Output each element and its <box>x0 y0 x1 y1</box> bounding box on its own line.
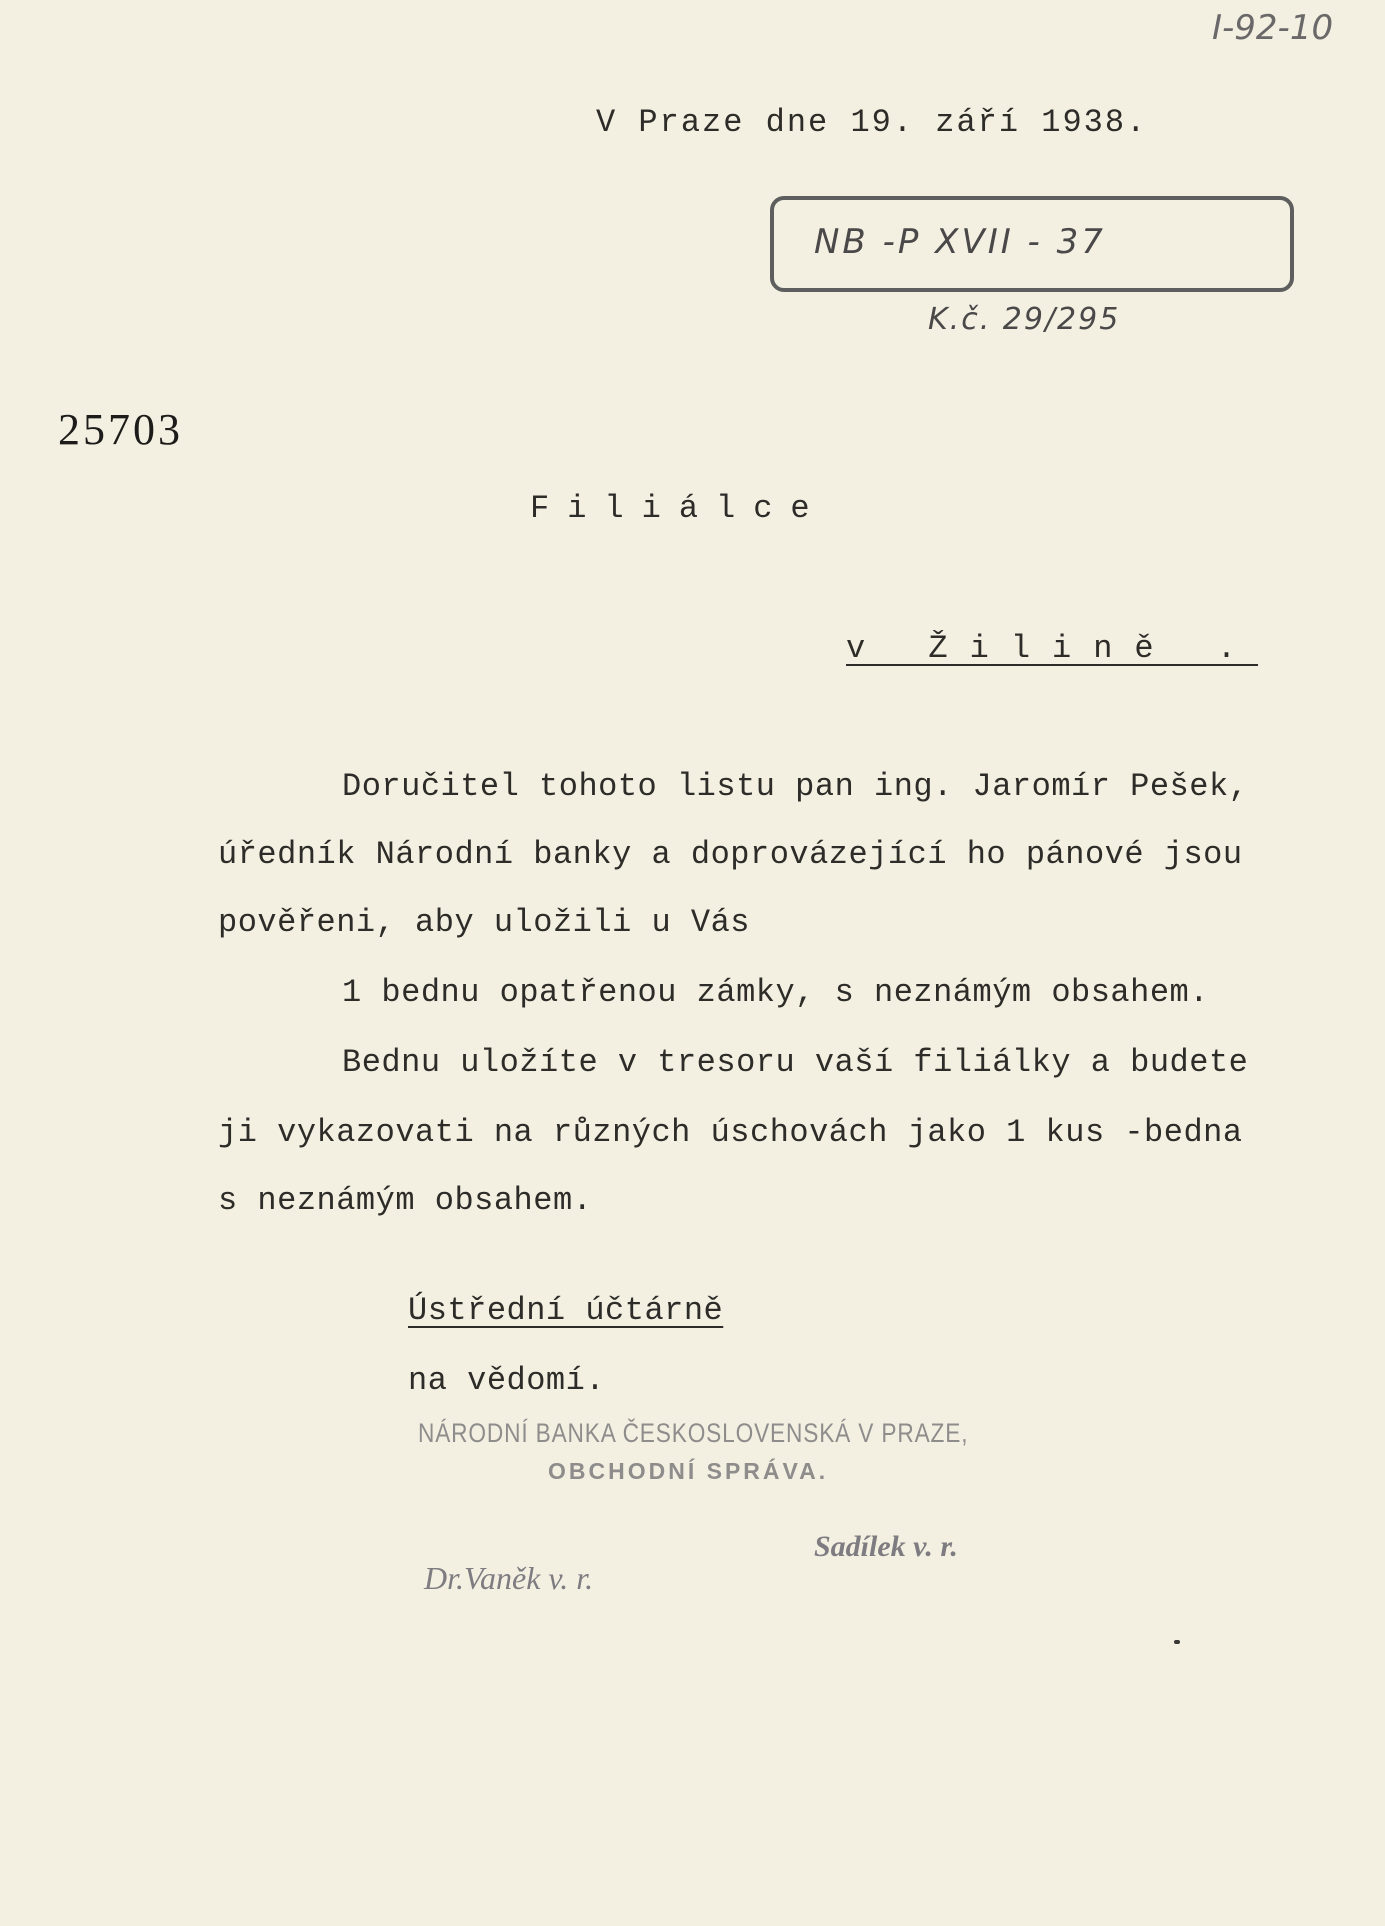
signature-left: Dr.Vaněk v. r. <box>424 1560 594 1596</box>
body-line: pověřeni, aby uložili u Vás <box>218 904 750 941</box>
reference-number: NB -P XVII - 37 <box>814 222 1106 262</box>
body-line: úředník Národní banky a doprovázející ho pánové jsou <box>218 836 1243 873</box>
body-line: Doručitel tohoto listu pan ing. Jaromír Pešek, <box>342 768 1249 805</box>
ink-dot <box>1174 1640 1180 1644</box>
body-line: s neznámým obsahem. <box>218 1182 593 1219</box>
cc-note: na vědomí. <box>408 1362 606 1399</box>
stamp-line-2: OBCHODNÍ SPRÁVA. <box>548 1458 829 1484</box>
cc-heading: Ústřední účtárně <box>408 1292 724 1329</box>
file-number: K.č. 29/295 <box>928 302 1121 337</box>
document-number: 25703 <box>58 405 183 454</box>
stamp-line-1: NÁRODNÍ BANKA ČESKOSLOVENSKÁ V PRAZE, <box>418 1418 969 1448</box>
signature-right: Sadílek v. r. <box>814 1530 958 1563</box>
recipient-line-1: Filiálce <box>530 490 828 527</box>
date-line: V Praze dne 19. září 1938. <box>596 104 1148 141</box>
body-line: ji vykazovati na různých úschovách jako 1 kus -bedna <box>218 1114 1243 1151</box>
reference-stamp-box <box>770 196 1294 292</box>
body-line: Bednu uložíte v tresoru vaší filiálky a budete <box>342 1044 1249 1081</box>
recipient-line-2: v Žilině . <box>846 630 1259 667</box>
body-line: 1 bednu opatřenou zámky, s neznámým obsahem. <box>342 974 1209 1011</box>
archive-mark: I-92-10 <box>1212 8 1334 48</box>
